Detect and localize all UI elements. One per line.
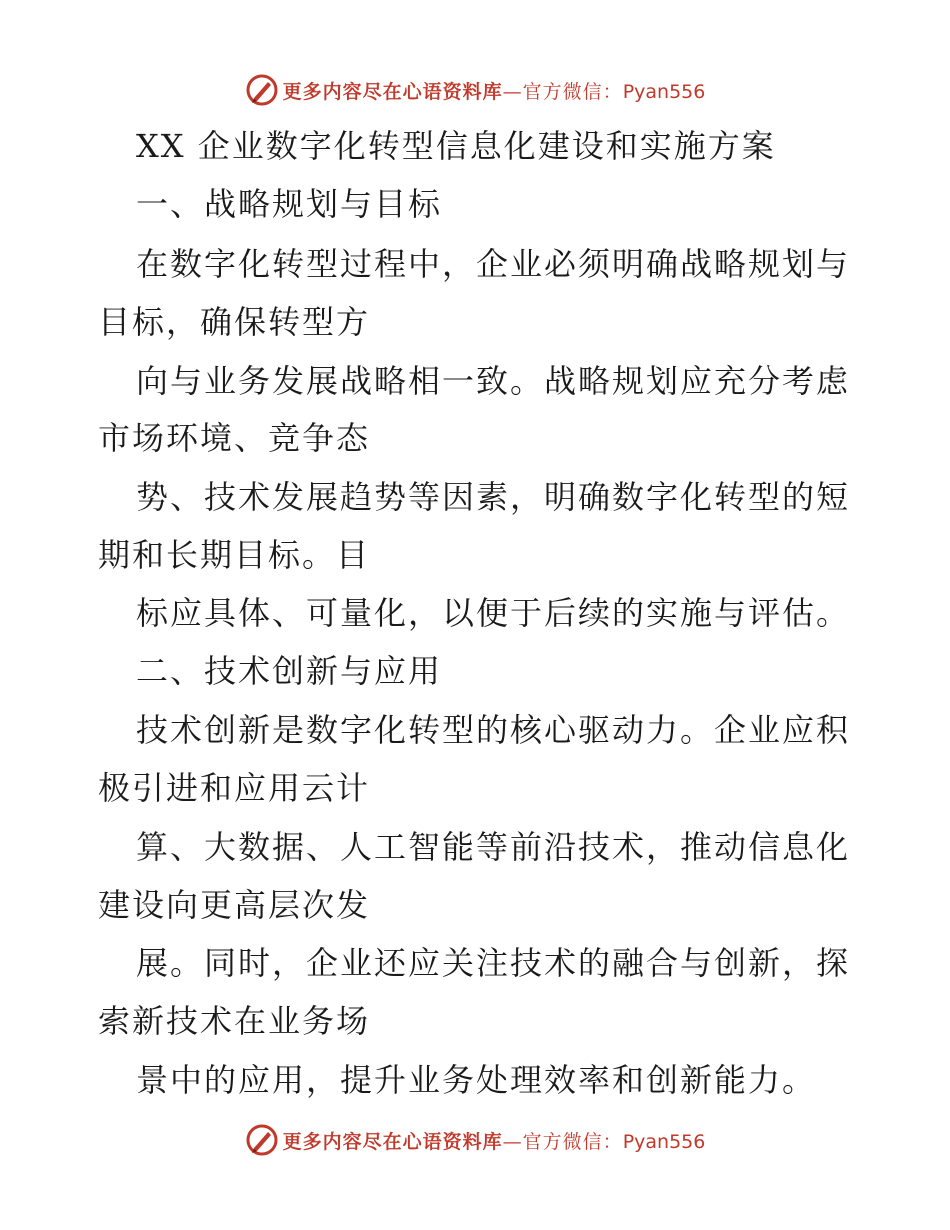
pen-logo-icon: [245, 73, 279, 107]
paragraph-line: 技术创新是数字化转型的核心驱动力。企业应积: [136, 711, 851, 749]
paragraph-line: 势、技术发展趋势等因素，明确数字化转型的短: [136, 478, 851, 516]
section-heading: 二、技术创新与应用: [136, 652, 443, 690]
banner-wechat-id: Pyan556: [622, 1130, 706, 1153]
section-heading: 一、战略规划与目标: [136, 185, 443, 223]
banner-dash: —: [502, 1130, 523, 1153]
banner-wechat-id: Pyan556: [622, 80, 706, 103]
document-title: XX 企业数字化转型信息化建设和实施方案: [136, 127, 776, 165]
banner-site-text: 更多内容尽在心语资料库: [282, 80, 503, 103]
paragraph-line: 极引进和应用云计: [98, 769, 371, 807]
banner-site-text: 更多内容尽在心语资料库: [282, 1130, 503, 1153]
banner-dash: —: [502, 80, 523, 103]
paragraph-line: 展。同时，企业还应关注技术的融合与创新，探: [136, 944, 851, 982]
paragraph-line: 索新技术在业务场: [98, 1002, 371, 1040]
banner-wechat-label: 官方微信：: [522, 1130, 623, 1153]
paragraph-line: 期和长期目标。目: [98, 536, 371, 574]
header-banner: [0, 70, 950, 110]
footer-banner: [0, 1120, 950, 1160]
paragraph-line: 市场环境、竞争态: [98, 419, 371, 457]
paragraph-line: 算、大数据、人工智能等前沿技术，推动信息化: [136, 828, 851, 866]
paragraph-line: 标应具体、可量化，以便于后续的实施与评估。: [136, 594, 851, 632]
paragraph-line: 景中的应用，提升业务处理效率和创新能力。: [136, 1061, 817, 1099]
paragraph-line: 在数字化转型过程中，企业必须明确战略规划与: [136, 245, 851, 283]
paragraph-line: 向与业务发展战略相一致。战略规划应充分考虑: [136, 362, 851, 400]
banner-text: [283, 77, 706, 104]
pen-logo-icon: [245, 1123, 279, 1157]
banner-wechat-label: 官方微信：: [522, 80, 623, 103]
paragraph-line: 建设向更高层次发: [98, 886, 371, 924]
banner-text: [283, 1127, 706, 1154]
paragraph-line: 目标，确保转型方: [98, 303, 371, 341]
